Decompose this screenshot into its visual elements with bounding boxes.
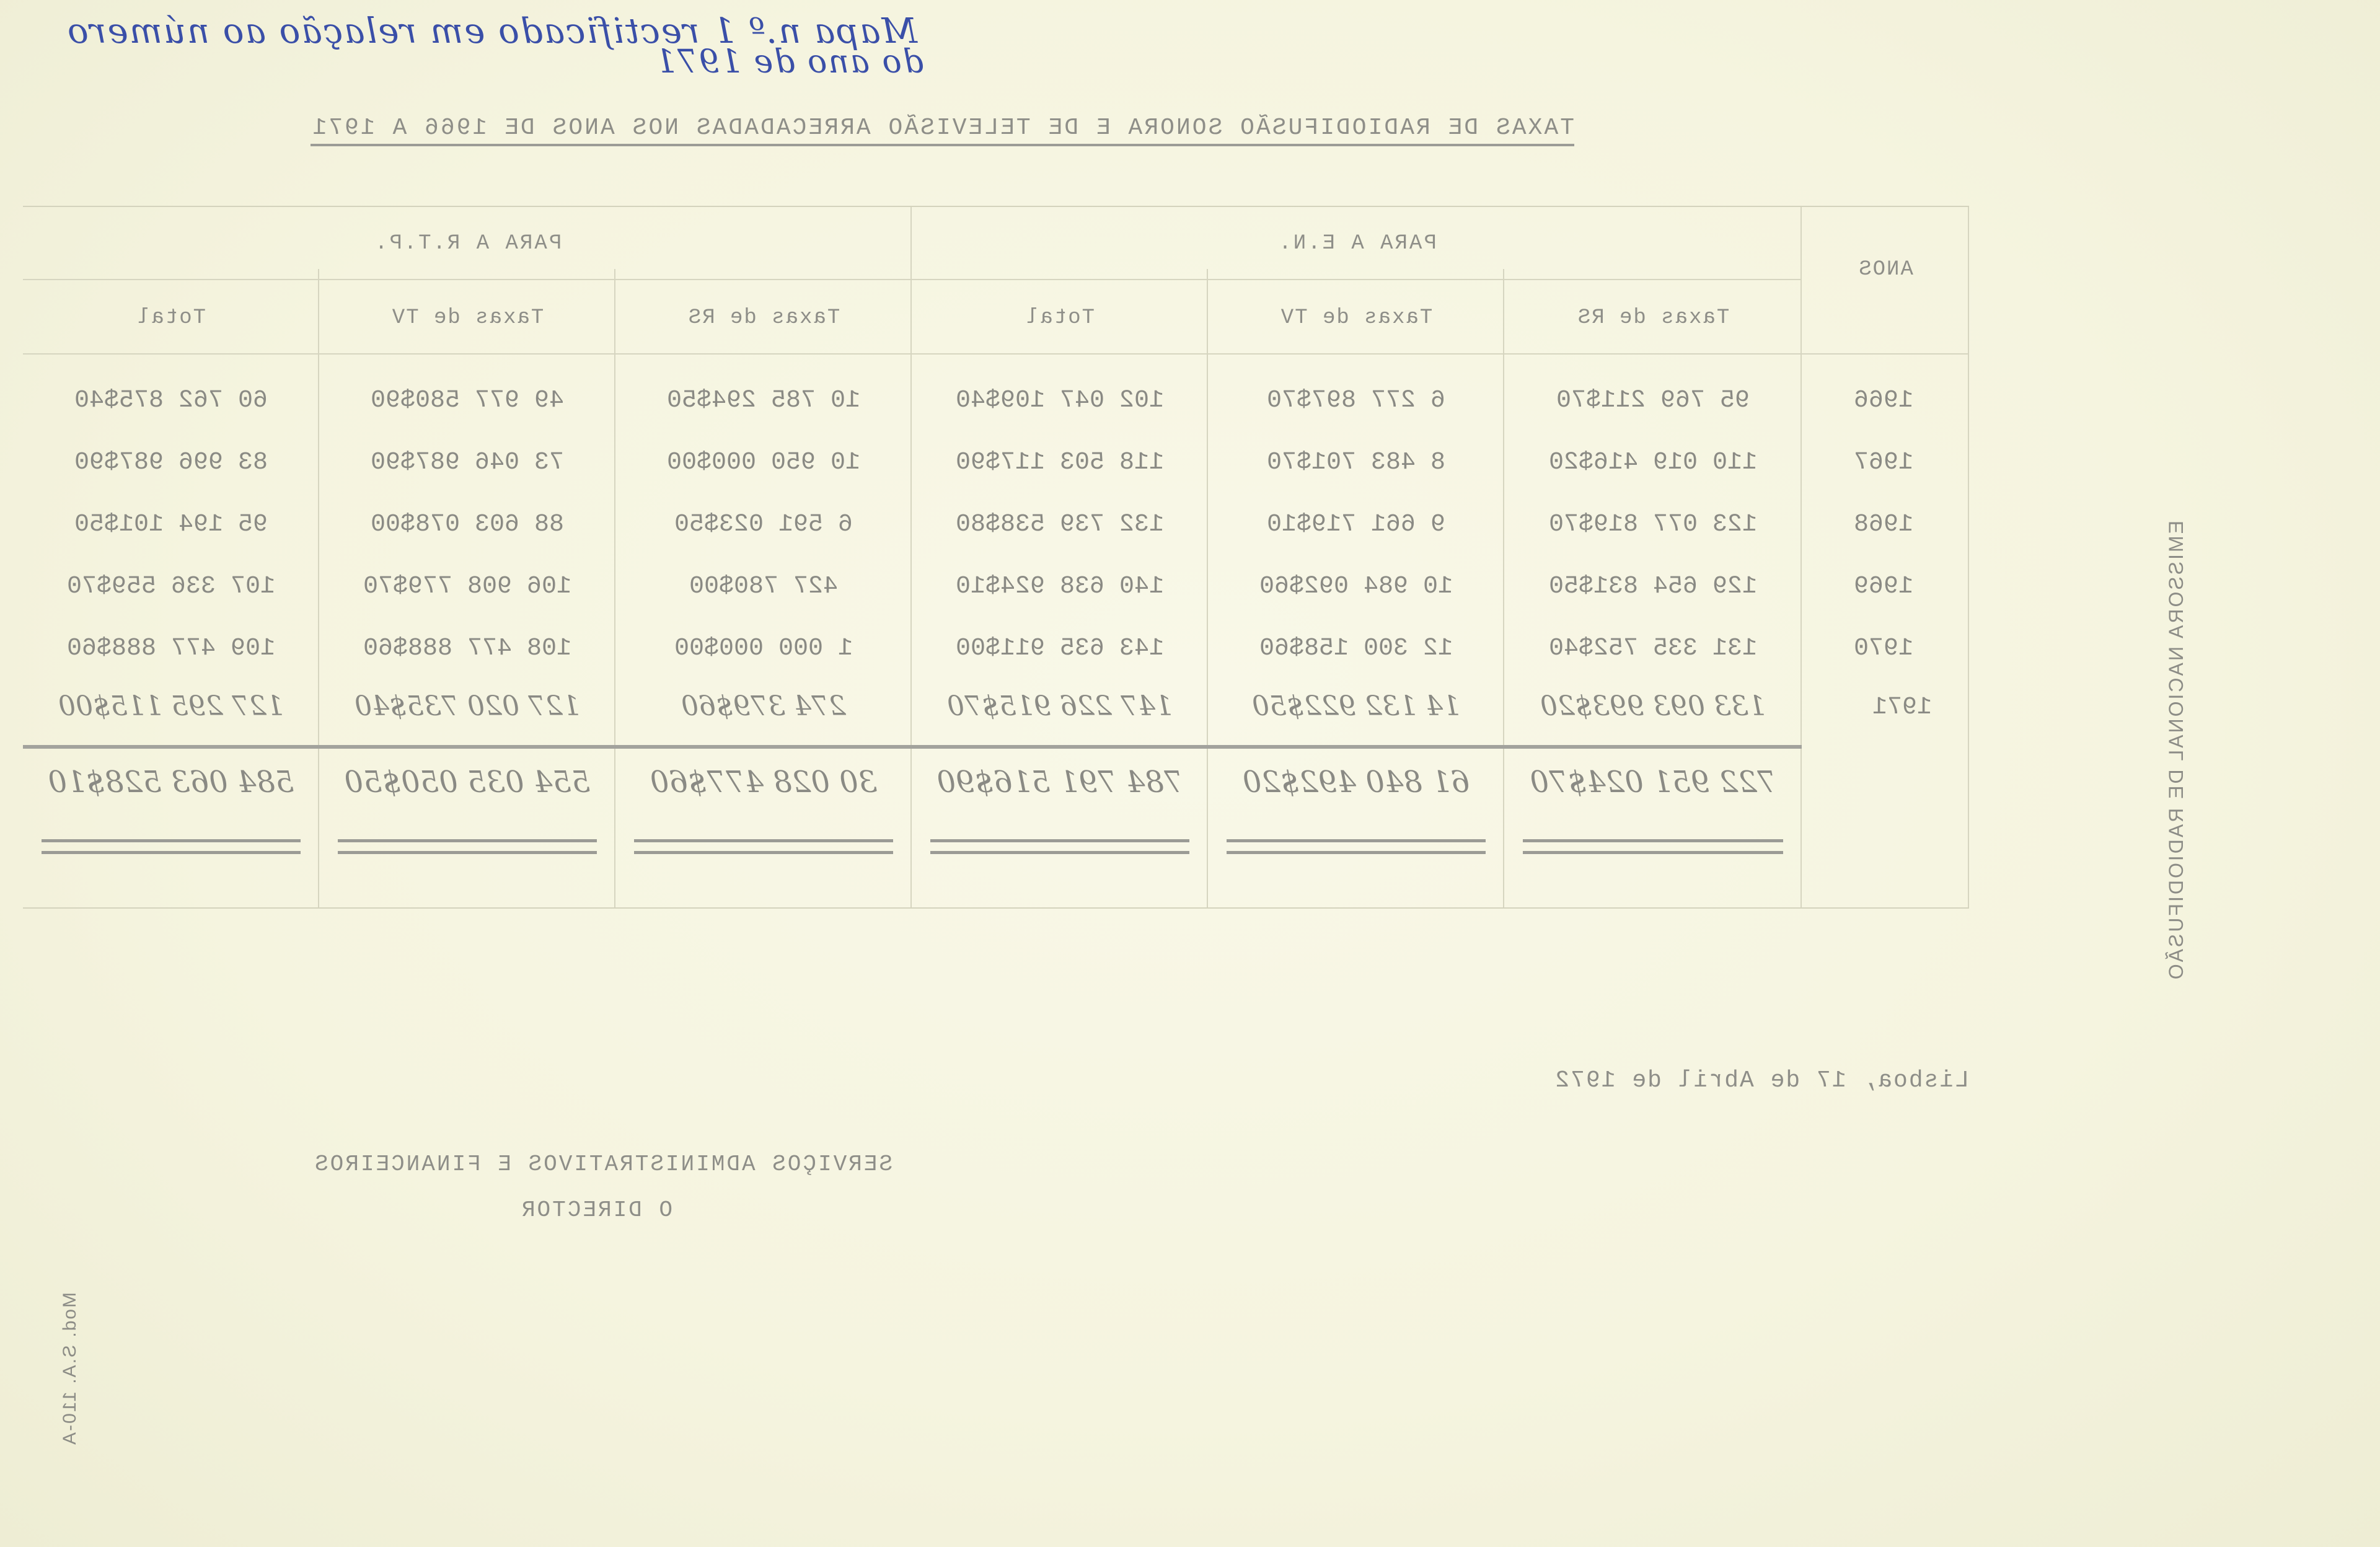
table-cell: 10 984 092$60 <box>1259 573 1453 601</box>
table-cell: 131 335 752$40 <box>1548 635 1758 663</box>
handwritten-note-line-2: do ano de 1971 <box>654 43 923 81</box>
col-header-en-tv: Taxas de TV <box>1279 306 1433 330</box>
table-cell: 427 780$00 <box>689 573 839 601</box>
handwritten-cell: 127 295 115$00 <box>58 690 284 722</box>
year-cell: 1967 <box>1853 449 1913 477</box>
col-header-rtp-rs: Taxas de RS <box>687 306 840 330</box>
total-cell: 554 035 050$50 <box>344 765 591 800</box>
form-code-label: Mod. S.A. 110-A <box>60 1292 80 1446</box>
table-cell: 95 769 211$70 <box>1556 387 1750 415</box>
table-cell: 143 635 911$00 <box>955 635 1165 663</box>
department-name: SERVIÇOS ADMINISTRATIVOS E FINANCEIROS <box>313 1152 892 1177</box>
group-header-rtp: PARA A R.T.P. <box>372 232 562 255</box>
table-cell: 49 977 580$90 <box>370 387 565 415</box>
year-cell: 1970 <box>1853 635 1913 663</box>
table-cell: 123 077 819$70 <box>1548 511 1758 539</box>
total-cell: 584 063 528$10 <box>48 765 294 800</box>
handwritten-cell: 127 020 735$40 <box>355 690 580 722</box>
group-header-en: PARA A E.N. <box>1277 232 1437 255</box>
col-header-rtp-tv: Taxas de TV <box>390 306 544 330</box>
year-cell: 1969 <box>1853 573 1913 601</box>
col-header-en-rs: Taxas de RS <box>1576 306 1730 330</box>
handwritten-cell: 14 132 922$50 <box>1252 690 1460 722</box>
document-title: TAXAS DE RADIODIFUSÃO SONORA E DE TELEVISÃO ARRECADADAS NOS ANOS DE 1966 A 1971 <box>311 115 1575 146</box>
table-cell: 6 277 897$70 <box>1266 387 1446 415</box>
year-cell: 1966 <box>1853 387 1913 415</box>
years-header: ANOS <box>1858 258 1913 281</box>
table-cell: 106 908 779$70 <box>363 573 572 601</box>
table-cell: 109 477 888$60 <box>66 635 276 663</box>
handwritten-cell: 133 093 993$20 <box>1540 690 1766 722</box>
table-cell: 102 047 109$40 <box>955 387 1165 415</box>
total-cell: 61 840 492$20 <box>1242 765 1470 800</box>
revenue-table <box>23 206 1969 909</box>
year-cell: 1971 <box>1872 694 1932 721</box>
signatory-title: O DIRECTOR <box>519 1197 672 1223</box>
total-double-underline <box>634 839 893 854</box>
total-cell: 784 791 516$90 <box>937 765 1183 800</box>
table-cell: 107 336 559$70 <box>66 573 276 601</box>
total-double-underline <box>930 839 1189 854</box>
year-cell: 1968 <box>1853 511 1913 539</box>
table-cell: 9 661 719$10 <box>1266 511 1446 539</box>
total-cell: 722 951 024$70 <box>1530 765 1776 800</box>
table-cell: 88 603 078$00 <box>370 511 565 539</box>
table-cell: 73 046 987$90 <box>370 449 565 477</box>
table-cell: 95 194 101$50 <box>74 511 268 539</box>
table-cell: 118 503 117$90 <box>955 449 1165 477</box>
table-cell: 1 000 000$00 <box>674 635 853 663</box>
table-cell: 108 477 888$60 <box>363 635 572 663</box>
total-double-underline <box>42 839 301 854</box>
handwritten-note-line-1: Mapa n.º 1 rectificado em relação ao número <box>66 11 917 51</box>
table-cell: 6 591 023$50 <box>674 511 853 539</box>
total-double-underline <box>338 839 597 854</box>
table-cell: 83 996 987$90 <box>74 449 268 477</box>
col-header-en-total: Total <box>1025 306 1095 330</box>
col-header-rtp-total: Total <box>136 306 206 330</box>
group-header-rule <box>23 279 1802 280</box>
table-cell: 110 019 416$20 <box>1548 449 1758 477</box>
table-cell: 140 638 924$10 <box>955 573 1165 601</box>
total-double-underline <box>1523 839 1783 854</box>
total-cell: 30 028 477$60 <box>650 765 878 800</box>
place-and-date: Lisboa, 17 de Abril de 1972 <box>1554 1067 1969 1094</box>
table-cell: 12 300 158$60 <box>1259 635 1453 663</box>
side-organization-label: EMISSORA NACIONAL DE RADIODIFUSÃO <box>2165 521 2187 982</box>
totals-rule <box>23 745 1802 749</box>
table-cell: 132 739 538$80 <box>955 511 1165 539</box>
table-cell: 8 483 701$70 <box>1266 449 1446 477</box>
handwritten-cell: 274 379$60 <box>681 690 846 722</box>
table-cell: 10 950 000$00 <box>666 449 861 477</box>
table-cell: 10 785 294$50 <box>666 387 861 415</box>
total-double-underline <box>1227 839 1486 854</box>
column-header-rule <box>23 353 1969 355</box>
table-left-border <box>1968 207 1969 907</box>
table-cell: 60 762 875$40 <box>74 387 268 415</box>
handwritten-cell: 147 226 915$70 <box>947 690 1173 722</box>
table-cell: 129 654 831$50 <box>1548 573 1758 601</box>
